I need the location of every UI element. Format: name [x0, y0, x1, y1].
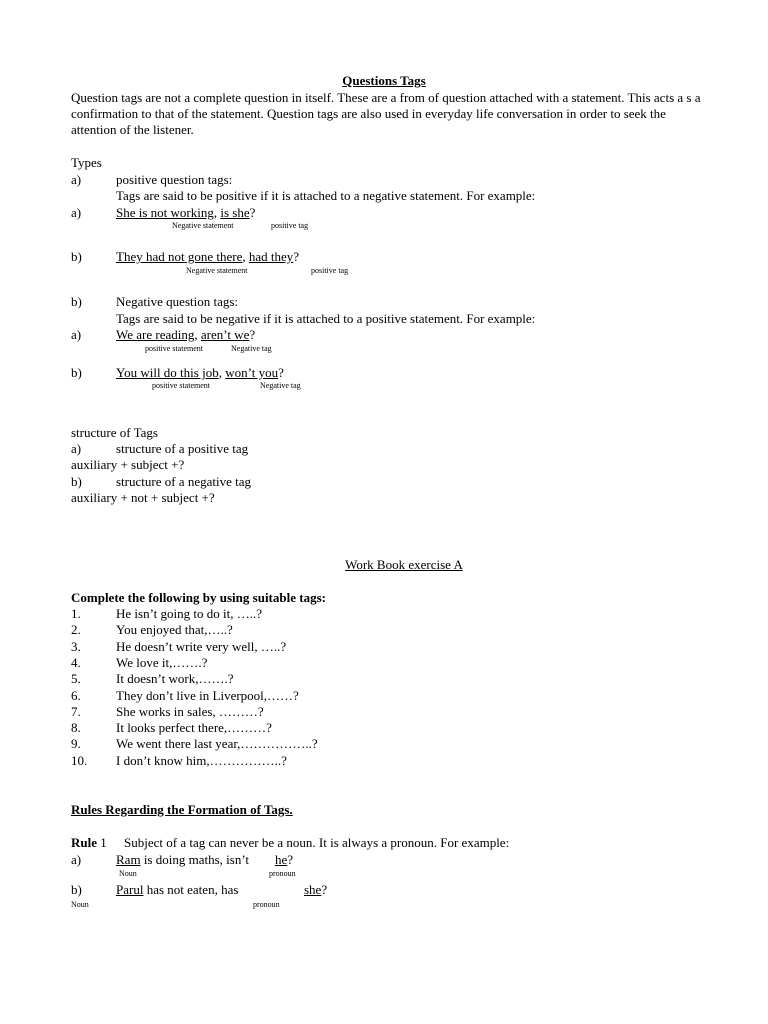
example-tag: won’t you — [225, 365, 279, 380]
rule-example-b: Parul has not eaten, has — [116, 882, 239, 897]
exercise-number: 5. — [71, 671, 81, 686]
rule-example-b-marker: b) — [71, 882, 82, 897]
rule-example-a: Ram is doing maths, isn’t — [116, 852, 250, 867]
exercise-item: He isn’t going to do it, …..? — [116, 606, 263, 621]
label-negative-tag: Negative tag — [231, 344, 272, 353]
example-tag: aren’t we — [200, 327, 250, 342]
exercise-item: We love it,…….? — [116, 655, 208, 670]
exercise-number: 1. — [71, 606, 81, 621]
example-noun: Ram — [116, 852, 141, 867]
exercise-number: 6. — [71, 688, 81, 703]
structure-positive-label: structure of a positive tag — [116, 441, 249, 456]
label-noun: Noun — [71, 900, 89, 909]
example-statement: They had not gone there — [116, 249, 243, 264]
positive-example-a-marker: a) — [71, 205, 82, 220]
exercise-number: 7. — [71, 704, 81, 719]
workbook-title: Work Book exercise A — [345, 557, 463, 572]
rule-example-a-pronoun: he? — [275, 852, 294, 867]
label-negative-statement: Negative statement — [172, 221, 234, 230]
example-statement: You will do this job — [116, 365, 219, 380]
example-statement: She is not working — [116, 205, 214, 220]
label-noun: Noun — [119, 869, 137, 878]
structure-negative-marker: b) — [71, 474, 82, 489]
negative-example-a-marker: a) — [71, 327, 82, 342]
label-positive-statement: positive statement — [152, 381, 210, 390]
rule-1-text: Subject of a tag can never be a noun. It is always a pronoun. For example: — [124, 835, 510, 850]
label-positive-tag: positive tag — [271, 221, 309, 230]
exercise-number: 2. — [71, 622, 81, 637]
types-heading: Types — [71, 155, 102, 170]
intro-paragraph: Question tags are not a complete question in itself. These are a from of question attached with a statement. This acts a s a confirmation to that of the statement. Question tags are also used in everyday life conversation in order to seek the attention of the listener. — [71, 90, 701, 137]
exercise-number: 3. — [71, 639, 81, 654]
rule-word: Rule — [71, 835, 97, 850]
label-negative-statement: Negative statement — [186, 266, 248, 275]
structure-negative-formula: auxiliary + not + subject +? — [71, 490, 215, 505]
exercise-item: He doesn’t write very well, …..? — [116, 639, 287, 654]
exercise-number: 9. — [71, 736, 81, 751]
exercise-item: They don’t live in Liverpool,……? — [116, 688, 299, 703]
example-statement: We are reading — [116, 327, 195, 342]
positive-marker: a) — [71, 172, 82, 187]
positive-description: Tags are said to be positive if it is attached to a negative statement. For example: — [116, 188, 536, 203]
label-negative-tag: Negative tag — [260, 381, 301, 390]
structure-negative-label: structure of a negative tag — [116, 474, 251, 489]
negative-marker: b) — [71, 294, 82, 309]
rule-example-a-marker: a) — [71, 852, 82, 867]
label-positive-statement: positive statement — [145, 344, 203, 353]
negative-example-b-marker: b) — [71, 365, 82, 380]
negative-heading: Negative question tags: — [116, 294, 239, 309]
exercise-number: 8. — [71, 720, 81, 735]
rule-1 — [71, 835, 107, 851]
positive-example-b: They had not gone there, had they? — [116, 249, 300, 264]
workbook-instruction: Complete the following by using suitable tags: — [71, 590, 326, 605]
structure-heading: structure of Tags — [71, 425, 158, 440]
exercise-item: It looks perfect there,………? — [116, 720, 272, 735]
exercise-number: 4. — [71, 655, 81, 670]
structure-positive-marker: a) — [71, 441, 82, 456]
negative-description: Tags are said to be negative if it is attached to a positive statement. For example: — [116, 311, 536, 326]
negative-example-a: We are reading, aren’t we? — [116, 327, 256, 342]
label-pronoun: pronoun — [253, 900, 280, 909]
page-title: Questions Tags — [342, 73, 426, 88]
positive-example-b-marker: b) — [71, 249, 82, 264]
exercise-item: She works in sales, ………? — [116, 704, 264, 719]
exercise-item: I don’t know him,……………..? — [116, 753, 287, 768]
label-pronoun: pronoun — [269, 869, 296, 878]
example-noun: Parul — [116, 882, 144, 897]
rule-number: 1 — [97, 835, 107, 850]
rule-example-b-pronoun: she? — [304, 882, 328, 897]
label-positive-tag: positive tag — [311, 266, 349, 275]
example-tag: had they — [248, 249, 294, 264]
positive-example-a: She is not working, is she? — [116, 205, 256, 220]
positive-heading: positive question tags: — [116, 172, 233, 187]
exercise-item: You enjoyed that,…..? — [116, 622, 233, 637]
structure-positive-formula: auxiliary + subject +? — [71, 457, 185, 472]
exercise-number: 10. — [71, 753, 88, 768]
example-tag: is she — [220, 205, 250, 220]
exercise-item: It doesn’t work,…….? — [116, 671, 234, 686]
negative-example-b: You will do this job, won’t you? — [116, 365, 284, 380]
rules-heading: Rules Regarding the Formation of Tags. — [71, 802, 293, 817]
exercise-item: We went there last year,……………..? — [116, 736, 318, 751]
